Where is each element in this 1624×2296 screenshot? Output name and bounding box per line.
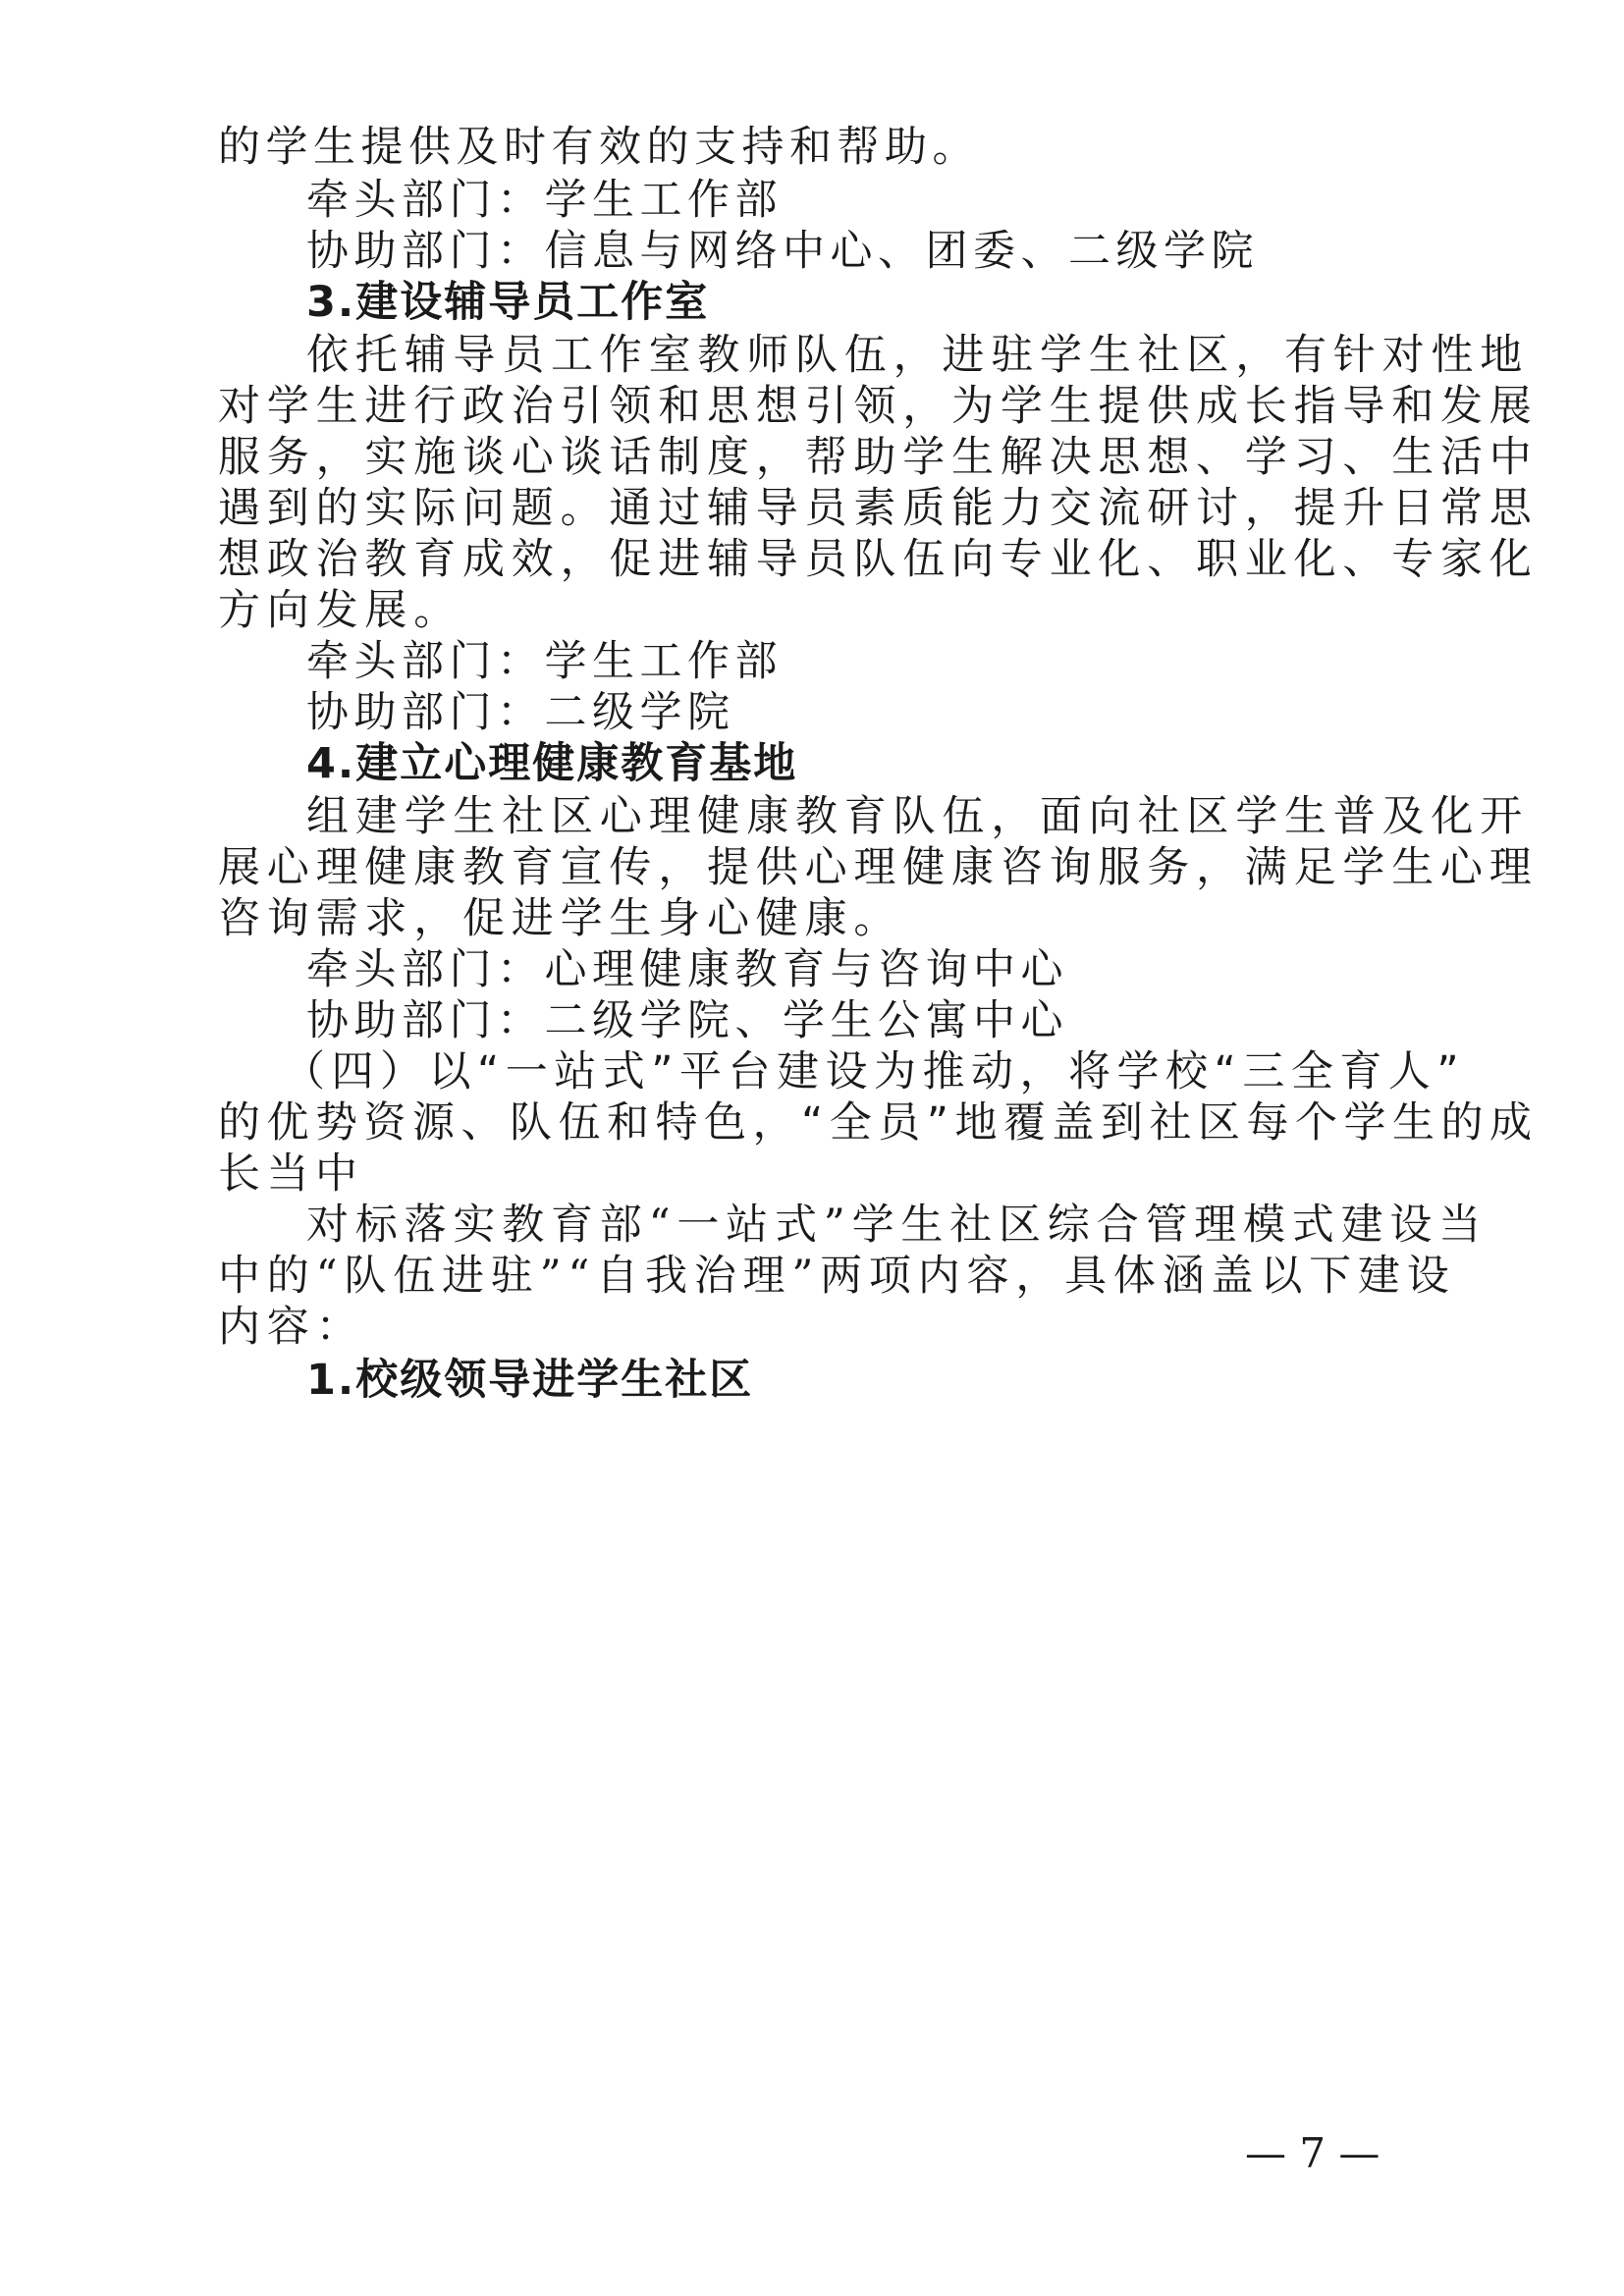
paragraph-line: 中的“队伍进驻”“自我治理”两项内容，具体涵盖以下建设 <box>218 1252 1456 1301</box>
section-heading-part-four: （四）以“一站式”平台建设为推动，将学校“三全育人” <box>283 1047 1466 1096</box>
paragraph-line: 内容： <box>218 1303 365 1352</box>
lead-department-line: 牵头部门：心理健康教育与咨询中心 <box>306 945 1068 994</box>
paragraph-line: 依托辅导员工作室教师队伍，进驻学生社区，有针对性地 <box>306 331 1529 380</box>
paragraph-line: 组建学生社区心理健康教育队伍，面向社区学生普及化开 <box>306 792 1529 841</box>
assist-department-line: 协助部门：二级学院 <box>306 688 735 737</box>
paragraph-line: 想政治教育成效，促进辅导员队伍向专业化、职业化、专家化 <box>218 535 1539 584</box>
section-heading-part-four-cont: 的优势资源、队伍和特色，“全员”地覆盖到社区每个学生的成 <box>218 1098 1539 1148</box>
section-heading-part-four-cont: 长当中 <box>218 1149 364 1199</box>
paragraph-line: 对标落实教育部“一站式”学生社区综合管理模式建设当 <box>306 1201 1488 1250</box>
lead-department-line: 牵头部门：学生工作部 <box>306 176 783 225</box>
paragraph-line: 方向发展。 <box>218 586 462 635</box>
paragraph-line: 遇到的实际问题。通过辅导员素质能力交流研讨，提升日常思 <box>218 484 1539 533</box>
lead-department-line: 牵头部门：学生工作部 <box>306 637 783 686</box>
paragraph-line: 咨询需求，促进学生身心健康。 <box>218 894 903 943</box>
paragraph-continuation-line: 的学生提供及时有效的支持和帮助。 <box>218 123 980 172</box>
page-number: — 7 — <box>1245 2129 1380 2177</box>
paragraph-line: 展心理健康教育宣传，提供心理健康咨询服务，满足学生心理 <box>218 843 1539 892</box>
paragraph-line: 服务，实施谈心谈话制度，帮助学生解决思想、学习、生活中 <box>218 433 1539 482</box>
section-heading-counselor-studio: 3.建设辅导员工作室 <box>306 278 710 327</box>
section-heading-mental-health-base: 4.建立心理健康教育基地 <box>306 739 798 788</box>
section-heading-leaders-enter-community: 1.校级领导进学生社区 <box>306 1356 754 1405</box>
assist-department-line: 协助部门：二级学院、学生公寓中心 <box>306 996 1068 1045</box>
paragraph-line: 对学生进行政治引领和思想引领，为学生提供成长指导和发展 <box>218 382 1539 431</box>
assist-department-line: 协助部门：信息与网络中心、团委、二级学院 <box>306 227 1259 276</box>
